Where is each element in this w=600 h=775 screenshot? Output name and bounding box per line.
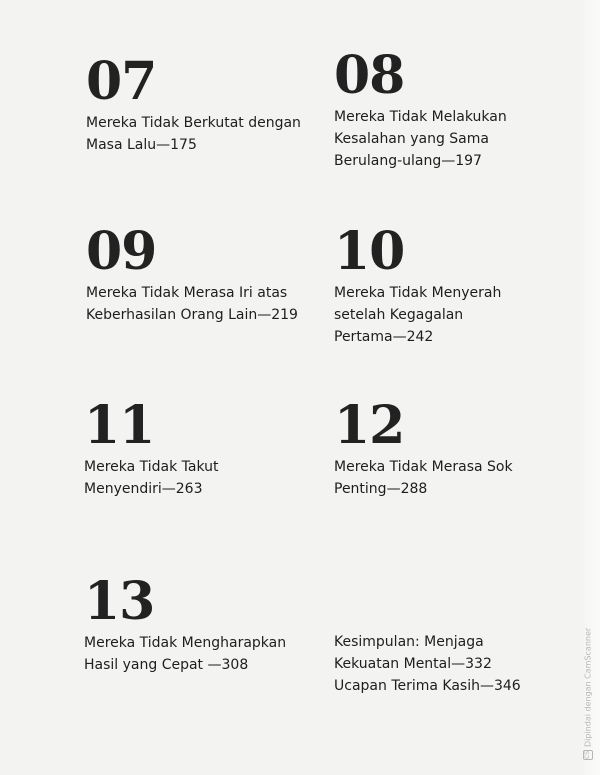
- toc-entry-12: [334, 395, 513, 500]
- chapter-title-line: Mereka Tidak Mengharapkan: [84, 635, 287, 651]
- toc-entry-07: [86, 51, 301, 156]
- chapter-title-line: Mereka Tidak Merasa Iri atas: [86, 285, 288, 301]
- chapter-title-line: setelah Kegagalan: [334, 307, 464, 323]
- chapter-title: [334, 106, 507, 172]
- toc-entry-09: [86, 221, 298, 326]
- toc-entry-13: [84, 571, 287, 676]
- chapter-title-line: Berulang-ulang—197: [334, 153, 482, 169]
- chapter-title: [334, 282, 501, 348]
- chapter-title-line: Mereka Tidak Menyerah: [334, 285, 502, 301]
- chapter-number: 11: [84, 395, 155, 456]
- toc-closing-sections: [334, 631, 521, 697]
- chapter-title-line: Mereka Tidak Merasa Sok: [334, 459, 513, 475]
- toc-entry-10: [334, 221, 502, 348]
- chapter-number: 07: [86, 51, 157, 112]
- chapter-title-line: Pertama—242: [334, 329, 434, 345]
- closing-title-line: Kekuatan Mental—332: [334, 656, 492, 672]
- closing-title-line: Ucapan Terima Kasih—346: [334, 678, 521, 694]
- chapter-title-line: Mereka Tidak Takut: [84, 459, 219, 475]
- chapter-title: [86, 282, 298, 326]
- chapter-title: [86, 112, 301, 156]
- chapter-number: 10: [334, 221, 405, 282]
- chapter-title-line: Mereka Tidak Melakukan: [334, 109, 507, 125]
- scanner-watermark: [583, 628, 593, 760]
- chapter-number: 13: [84, 571, 155, 632]
- watermark-text: Dipindai dengan CamScanner: [583, 627, 593, 747]
- closing-titles: [334, 631, 521, 697]
- chapter-title-line: Menyendiri—263: [84, 481, 203, 497]
- chapter-title-line: Mereka Tidak Berkutat dengan: [86, 115, 301, 131]
- chapter-title: [84, 456, 219, 500]
- chapter-title-line: Keberhasilan Orang Lain—219: [86, 307, 298, 323]
- chapter-number: 08: [334, 45, 405, 106]
- chapter-title: [334, 456, 513, 500]
- chapter-title-line: Masa Lalu—175: [86, 137, 197, 153]
- chapter-title-line: Kesalahan yang Sama: [334, 131, 489, 147]
- toc-entry-11: [84, 395, 219, 500]
- closing-title-line: Kesimpulan: Menjaga: [334, 634, 484, 650]
- chapter-title: [84, 632, 286, 676]
- toc-entry-08: [334, 45, 507, 172]
- chapter-title-line: Penting—288: [334, 481, 428, 497]
- chapter-title-line: Hasil yang Cepat —308: [84, 657, 249, 673]
- chapter-number: 09: [86, 221, 157, 282]
- chapter-number: 12: [334, 395, 405, 456]
- camscanner-logo-icon: CS: [584, 751, 591, 759]
